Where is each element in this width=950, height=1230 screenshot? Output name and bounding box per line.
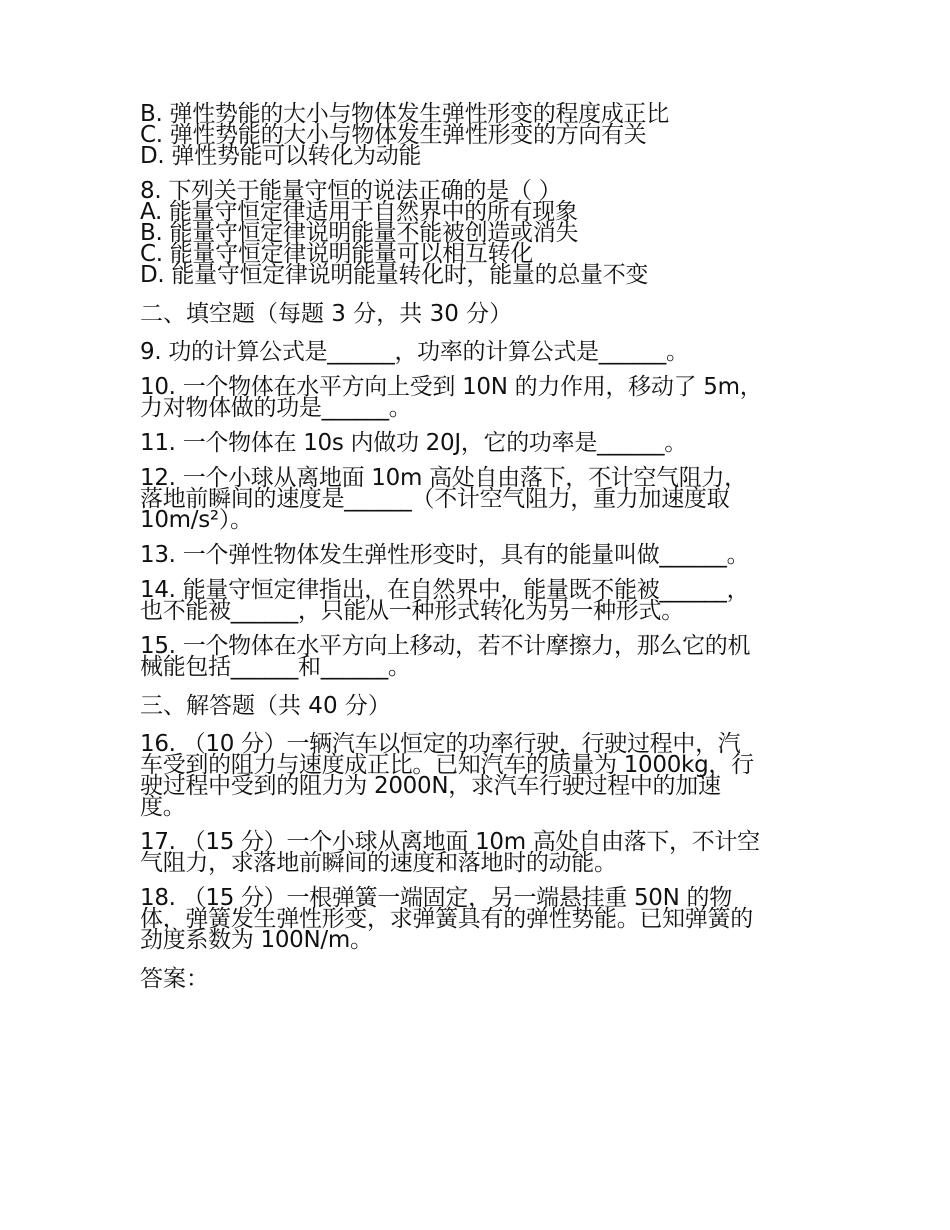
question-16 — [140, 731, 820, 820]
question-10-line: 力对物体做的功是______。 — [140, 395, 412, 421]
section-2-heading: 二、填空题（每题 3 分，共 30 分） — [140, 301, 513, 327]
question-8-stem: 8. 下列关于能量守恒的说法正确的是（ ） — [140, 178, 562, 204]
question-18-line: 劲度系数为 100N/m。 — [140, 927, 373, 953]
question-18-line: 18. （15 分）一根弹簧一端固定，另一端悬挂重 50N 的物 — [140, 885, 732, 911]
question-9 — [140, 339, 820, 365]
question-15-line: 械能包括______和______。 — [140, 654, 411, 680]
question-17-line: 17. （15 分）一个小球从离地面 10m 高处自由落下，不计空 — [140, 829, 760, 855]
question-8 — [140, 178, 820, 288]
option-b: B. 弹性势能的大小与物体发生弹性形变的程度成正比 — [140, 101, 669, 127]
question-16-line: 度。 — [140, 794, 186, 820]
question-16-line: 车受到的阻力与速度成正比。已知汽车的质量为 1000kg，行 — [140, 752, 754, 778]
question-10 — [140, 374, 820, 421]
document-page — [140, 101, 820, 993]
question-14-line: 14. 能量守恒定律指出，在自然界中，能量既不能被______， — [140, 577, 750, 603]
question-13-text: 13. 一个弹性物体发生弹性形变时，具有的能量叫做______。 — [140, 542, 750, 568]
question-18-line: 体，弹簧发生弹性形变，求弹簧具有的弹性势能。已知弹簧的 — [140, 906, 753, 932]
question-16-line: 驶过程中受到的阻力为 2000N，求汽车行驶过程中的加速 — [140, 773, 721, 799]
question-12-line: 落地前瞬间的速度是______（不计空气阻力，重力加速度取 — [140, 486, 730, 512]
question-17-line: 气阻力，求落地前瞬间的速度和落地时的动能。 — [140, 850, 617, 876]
question-14-line: 也不能被______，只能从一种形式转化为另一种形式。 — [140, 598, 684, 624]
option-a: A. 能量守恒定律适用于自然界中的所有现象 — [140, 199, 578, 225]
question-16-line: 16. （10 分）一辆汽车以恒定的功率行驶，行驶过程中，汽 — [140, 731, 741, 757]
question-13 — [140, 542, 820, 568]
option-d: D. 弹性势能可以转化为动能 — [140, 143, 422, 169]
question-15-line: 15. 一个物体在水平方向上移动，若不计摩擦力，那么它的机 — [140, 633, 751, 659]
question-12-line: 12. 一个小球从离地面 10m 高处自由落下，不计空气阻力， — [140, 465, 747, 491]
answer-label: 答案： — [140, 966, 209, 992]
question-12 — [140, 465, 820, 533]
question-14 — [140, 577, 820, 624]
question-17 — [140, 829, 820, 876]
option-c: C. 弹性势能的大小与物体发生弹性形变的方向有关 — [140, 122, 647, 148]
question-9-text: 9. 功的计算公式是______，功率的计算公式是______。 — [140, 339, 689, 365]
option-b: B. 能量守恒定律说明能量不能被创造或消失 — [140, 220, 579, 246]
option-d: D. 能量守恒定律说明能量转化时，能量的总量不变 — [140, 262, 649, 288]
question-7-options — [140, 101, 820, 169]
section-3-heading: 三、解答题（共 40 分） — [140, 693, 391, 719]
option-c: C. 能量守恒定律说明能量可以相互转化 — [140, 241, 533, 267]
question-11-text: 11. 一个物体在 10s 内做功 20J，它的功率是______。 — [140, 430, 687, 456]
question-18 — [140, 885, 820, 953]
question-10-line: 10. 一个物体在水平方向上受到 10N 的力作用，移动了 5m， — [140, 374, 763, 400]
question-15 — [140, 633, 820, 680]
question-12-line: 10m/s²）。 — [140, 507, 253, 533]
question-11 — [140, 430, 820, 456]
